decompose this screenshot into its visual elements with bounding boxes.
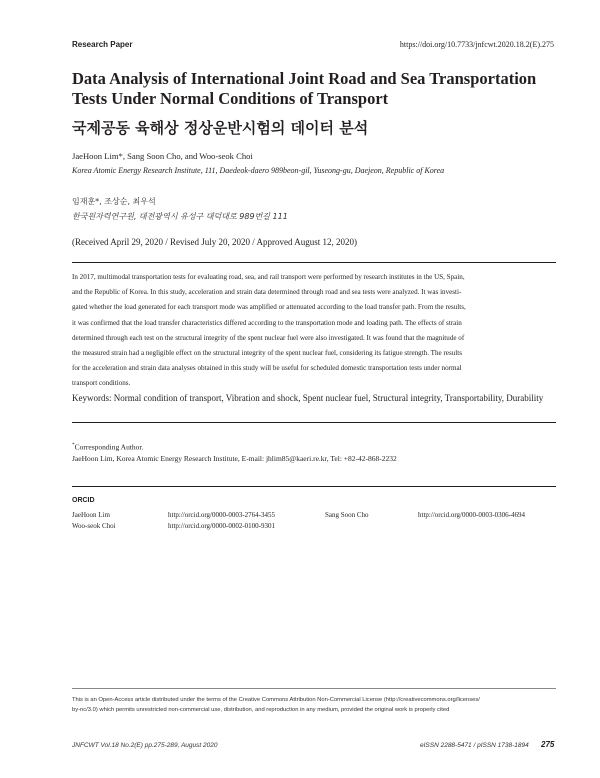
doi-link[interactable]: https://doi.org/10.7733/jnfcwt.2020.18.2(E).275 [399, 40, 554, 49]
issn: eISSN 2288-5471 / pISSN 1738-1894 [420, 742, 529, 749]
abstract-line: the measured strain had a negligible effect on the structural integrity of the spent nuclear fuel, considering its fatigue strength. The results [72, 349, 462, 358]
corresponding-marker: * [72, 442, 75, 448]
affiliation-korean: 한국원자력연구원, 대전광역시 유성구 대덕대로 989번길 111 [72, 212, 288, 221]
abstract-line: it was confirmed that the load transfer characteristics differed according to the transportation mode and loading path. The effects of strain [72, 318, 462, 327]
orcid-id-link[interactable]: http://orcid.org/0000-0003-2764-3455 [168, 511, 275, 519]
corresponding-author [72, 440, 556, 465]
abstract-line: In 2017, multimodal transportation tests for evaluating road, sea, and rail transport were performed by research institutes in the US, Spain, [72, 273, 465, 281]
orcid-name: JaeHoon Lim [72, 511, 110, 519]
license-line: by-nc/3.0) which permits unrestricted non-commercial use, distribution, and reproduction in any medium, provided the original work is properly cited [72, 707, 450, 713]
title-english: Data Analysis of International Joint Road and Sea Transportation Tests Under Normal Conditions of Transport [72, 69, 537, 108]
abstract-line: determined through each test on the structural integrity of the spent nuclear fuel were also investigated. It was found that the magnitude of [72, 333, 465, 342]
author-list-korean: 임재훈*, 조상순, 최우석 [72, 197, 156, 206]
keywords: Keywords: Normal condition of transport, Vibration and shock, Spent nuclear fuel, Structural integrity, Transportability, Durability [72, 393, 544, 403]
journal-citation: JNFCWT Vol.18 No.2(E) pp.275-289, August 2020 [72, 742, 218, 749]
orcid-name: Woo-seok Choi [72, 522, 116, 530]
orcid-id-link[interactable]: http://orcid.org/0000-0003-0306-4694 [418, 511, 525, 519]
orcid-name: Sang Soon Cho [325, 511, 369, 519]
abstract-top-rule [72, 262, 556, 263]
abstract-line: and the Republic of Korea. In this study, acceleration and strain data determined through road and sea tests were analyzed. It was investi- [72, 288, 462, 297]
abstract-bottom-rule [72, 422, 556, 423]
page-number: 275 [541, 740, 555, 749]
affiliation: Korea Atomic Energy Research Institute, 111, Daedeok-daero 989beon-gil, Yuseong-gu, Daejeon, Republic of Korea [72, 166, 445, 175]
orcid-rule [72, 486, 556, 487]
license-text [72, 695, 556, 715]
author-list: JaeHoon Lim*, Sang Soon Cho, and Woo-seok Choi [72, 151, 253, 161]
received-dates: (Received April 29, 2020 / Revised July 20, 2020 / Approved August 12, 2020) [72, 237, 357, 247]
corresponding-details: JaeHoon Lim, Korea Atomic Energy Research Institute, E-mail: jhlim85@kaeri.re.kr, Tel: +82-42-868-2232 [72, 454, 397, 463]
abstract-line: gated whether the load generated for each transport mode was amplified or attenuated according to the load transfer path. From the results, [72, 303, 466, 312]
corresponding-label: Corresponding Author. [74, 442, 144, 452]
abstract-line: transport conditions. [72, 379, 131, 388]
license-rule [72, 688, 556, 689]
orcid-title: ORCID [72, 497, 95, 504]
abstract [72, 270, 556, 392]
abstract-line: for the acceleration and strain data analyses obtained in this study will be useful for scheduled domestic transportation tests under normal [72, 364, 462, 373]
orcid-id-link[interactable]: http://orcid.org/0000-0002-0100-9301 [168, 522, 275, 530]
title-korean: 국제공동 육해상 정상운반시험의 데이터 분석 [72, 119, 369, 137]
license-line: This is an Open-Access article distributed under the terms of the Creative Commons Attribution Non-Commercial License (http://creativecommons.org/licenses/ [72, 697, 480, 703]
article-category: Research Paper [72, 40, 133, 49]
